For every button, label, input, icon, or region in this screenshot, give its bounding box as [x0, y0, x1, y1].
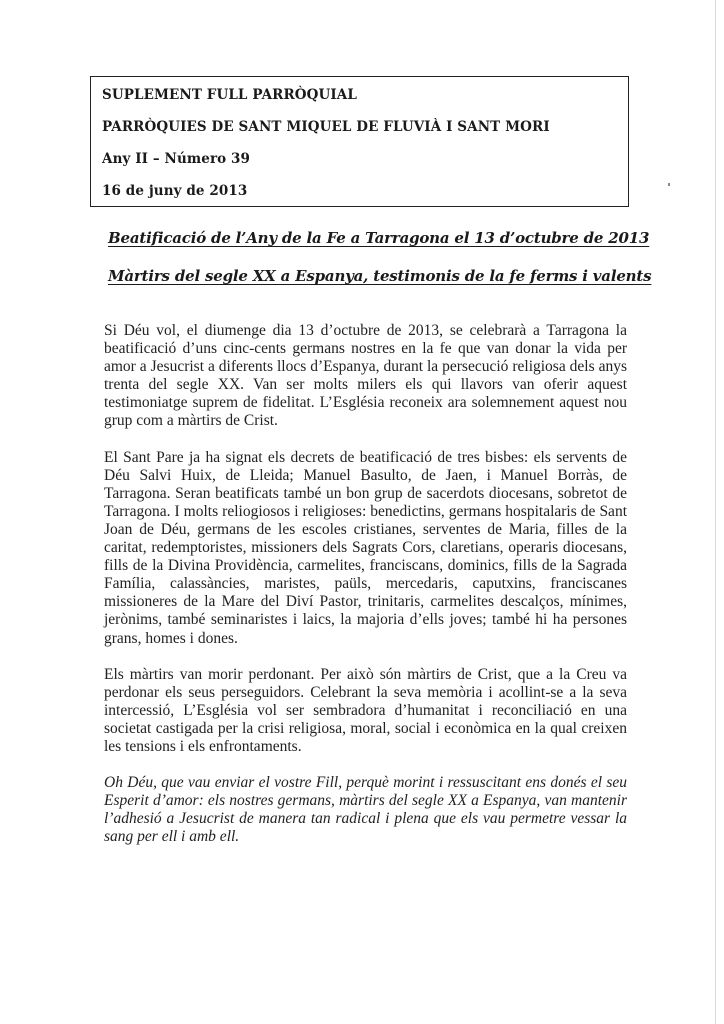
article-body — [104, 322, 627, 864]
issue-number: Any II – Número 39 — [102, 151, 251, 167]
paragraph-intro: Si Déu vol, el diumenge dia 13 d’octubre de 2013, se celebrarà a Tarragona la beatificació d’uns cinc-cents germans nostres en la fe que van donar la vida per amor a Jesucrist a diferents llocs d’Espanya, durant la persecució religiosa dels anys trenta del segle XX. Van ser molts milers els qui llavors van oferir aquest testimoniatge suprem de fidelitat. L’Església reconeix ara solemnement aquest nou grup com a màrtirs de Crist. — [104, 322, 627, 430]
bulletin-header-box — [90, 76, 629, 207]
supplement-title: SUPLEMENT FULL PARRÒQUIAL — [102, 87, 357, 103]
paragraph-forgiveness: Els màrtirs van morir perdonant. Per això són màrtirs de Crist, que a la Creu va perdonar els seus perseguidors. Celebrant la seva memòria i acollint-se a la seva intercessió, L’Església vol ser sembradora d’humanitat i reconciliació en una societat castigada per la crisi religiosa, moral, social i econòmica en la qual creixen les tensions i els enfrontaments. — [104, 665, 627, 755]
paragraph-prayer: Oh Déu, que vau enviar el vostre Fill, perquè morint i ressuscitant ens donés el seu Esperit d’amor: els nostres germans, màrtirs del segle XX a Espanya, van mantenir l’adhesió a Jesucrist de manera tan radical i plena que els vau permetre vessar la sang per ell i amb ell. — [104, 774, 627, 846]
scan-speck — [668, 183, 670, 186]
page-edge-line — [715, 0, 716, 1024]
article-subtitle: Màrtirs del segle XX a Espanya, testimonis de la fe ferms i valents — [108, 267, 652, 285]
issue-date: 16 de juny de 2013 — [102, 183, 248, 199]
paragraph-beatified-list: El Sant Pare ja ha signat els decrets de beatificació de tres bisbes: els servents de Déu Salvi Huix, de Lleida; Manuel Basulto, de Jaen, i Manuel Borràs, de Tarragona. Seran beatificats també un bon grup de sacerdots diocesans, sobretot de Tarragona. I molts reliogiosos i religioses: benedictins, germans hospitalaris de Sant Joan de Déu, germans de les escoles cristianes, serventes de Maria, filles de la caritat, redemptoristes, missioners dels Sagrats Cors, claretians, operaris diocesans, fills de la Divina Providència, carmelites, franciscans, dominics, fills de la Sagrada Família, calassàncies, maristes, paüls, mercedaris, caputxins, franciscanes missioneres de la Mare del Diví Pastor, trinitaris, carmelites descalços, mínimes, jerònims, també seminaristes i laics, la majoria d’ells joves; també hi ha persones grans, homes i dones. — [104, 448, 627, 647]
parishes-name: PARRÒQUIES DE SANT MIQUEL DE FLUVIÀ I SANT MORI — [102, 119, 550, 135]
article-title: Beatificació de l’Any de la Fe a Tarragona el 13 d’octubre de 2013 — [108, 229, 650, 247]
